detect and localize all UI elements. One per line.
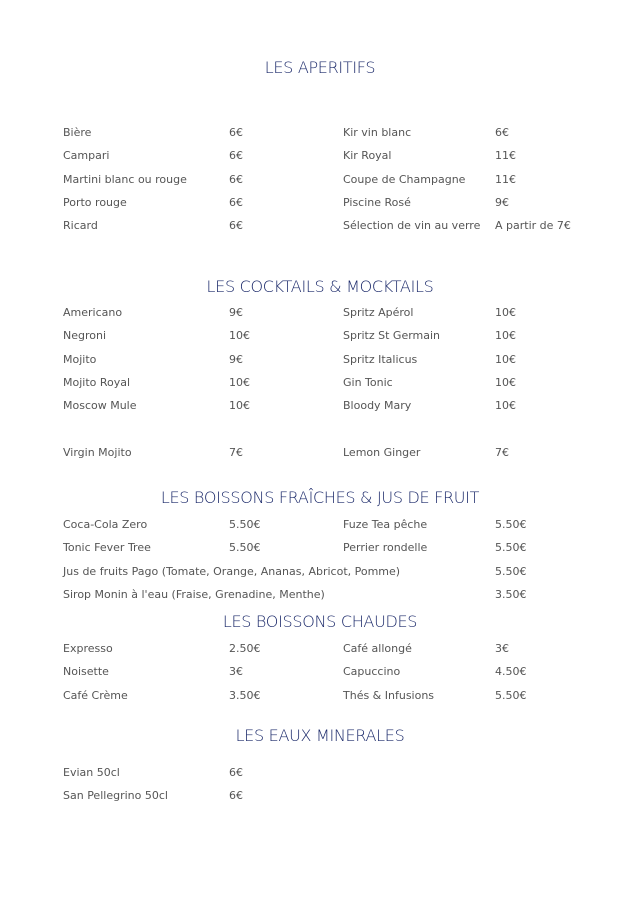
item-price: 9€ [229,306,243,319]
menu-row [0,641,640,657]
item-price: 3€ [229,665,243,678]
menu-row [0,328,640,344]
section-title-aperitifs: LES APERITIFS [264,58,376,77]
item-price: 10€ [495,399,516,412]
item-price: 6€ [495,126,509,139]
section-title-cocktails: LES COCKTAILS & MOCKTAILS [206,277,434,296]
item-price: 7€ [229,446,243,459]
item-price: 3.50€ [495,588,527,601]
menu-row [0,765,640,781]
item-price: 9€ [229,353,243,366]
item-price: 10€ [495,376,516,389]
item-price: 10€ [229,329,250,342]
item-name: Campari [63,149,110,162]
item-name: Kir vin blanc [343,126,412,139]
item-price: 6€ [229,196,243,209]
item-name: Sirop Monin à l'eau (Fraise, Grenadine, Menthe) [63,588,325,601]
item-name: Spritz Italicus [343,353,418,366]
item-price: 10€ [495,306,516,319]
item-name: Perrier rondelle [343,541,428,554]
item-name: Moscow Mule [63,399,137,412]
item-price: 10€ [495,353,516,366]
item-name: Capuccino [343,665,401,678]
item-name: Piscine Rosé [343,196,411,209]
item-price: 2.50€ [229,642,261,655]
item-name: Tonic Fever Tree [63,541,151,554]
menu-row [0,305,640,321]
item-name: Mojito Royal [63,376,131,389]
item-name: Jus de fruits Pago (Tomate, Orange, Ananas, Abricot, Pomme) [63,565,401,578]
menu-row [0,125,640,141]
item-name: Ricard [63,219,98,232]
item-name: Lemon Ginger [343,446,421,459]
item-price: 3€ [495,642,509,655]
item-price: 7€ [495,446,509,459]
item-price: 3.50€ [229,689,261,702]
item-price: A partir de 7€ [495,219,571,232]
menu-row [0,218,640,234]
item-name: Noisette [63,665,109,678]
item-name: San Pellegrino 50cl [63,789,168,802]
item-price: 6€ [229,149,243,162]
item-name: Martini blanc ou rouge [63,173,187,186]
section-title-eaux-minerales: LES EAUX MINERALES [235,726,405,745]
item-price: 10€ [229,399,250,412]
menu-row [0,540,640,556]
item-price: 6€ [229,766,243,779]
menu-row [0,445,640,461]
item-name: Americano [63,306,123,319]
item-name: Fuze Tea pêche [343,518,428,531]
item-name: Coupe de Champagne [343,173,466,186]
item-price: 5.50€ [229,541,261,554]
item-price: 4.50€ [495,665,527,678]
section-title-boissons-chaudes: LES BOISSONS CHAUDES [222,612,418,631]
item-price: 11€ [495,149,516,162]
item-name: Café Crème [63,689,128,702]
item-name: Negroni [63,329,107,342]
menu-row [0,375,640,391]
menu-row [0,688,640,704]
menu-row [0,788,640,804]
menu-row [0,587,640,603]
item-price: 10€ [495,329,516,342]
item-name: Mojito [63,353,97,366]
menu-row [0,664,640,680]
menu-row [0,398,640,414]
item-name: Evian 50cl [63,766,120,779]
item-name: Coca-Cola Zero [63,518,148,531]
item-name: Spritz St Germain [343,329,441,342]
item-name: Expresso [63,642,113,655]
item-price: 10€ [229,376,250,389]
item-price: 6€ [229,789,243,802]
item-name: Bloody Mary [343,399,412,412]
section-title-boissons-fraiches: LES BOISSONS FRAÎCHES & JUS DE FRUIT [160,488,480,507]
menu-row [0,352,640,368]
item-price: 5.50€ [495,689,527,702]
item-price: 5.50€ [495,541,527,554]
item-price: 6€ [229,219,243,232]
item-price: 6€ [229,173,243,186]
item-name: Thés & Infusions [343,689,435,702]
menu-row [0,564,640,580]
item-price: 11€ [495,173,516,186]
item-name: Spritz Apérol [343,306,414,319]
item-name: Bière [63,126,92,139]
menu-row [0,172,640,188]
item-name: Gin Tonic [343,376,393,389]
item-price: 5.50€ [495,518,527,531]
item-name: Kir Royal [343,149,392,162]
menu-row [0,195,640,211]
item-price: 5.50€ [495,565,527,578]
item-name: Virgin Mojito [63,446,132,459]
item-name: Porto rouge [63,196,127,209]
menu-row [0,148,640,164]
item-name: Sélection de vin au verre [343,219,481,232]
menu-row [0,517,640,533]
item-name: Café allongé [343,642,412,655]
item-price: 9€ [495,196,509,209]
item-price: 5.50€ [229,518,261,531]
item-price: 6€ [229,126,243,139]
